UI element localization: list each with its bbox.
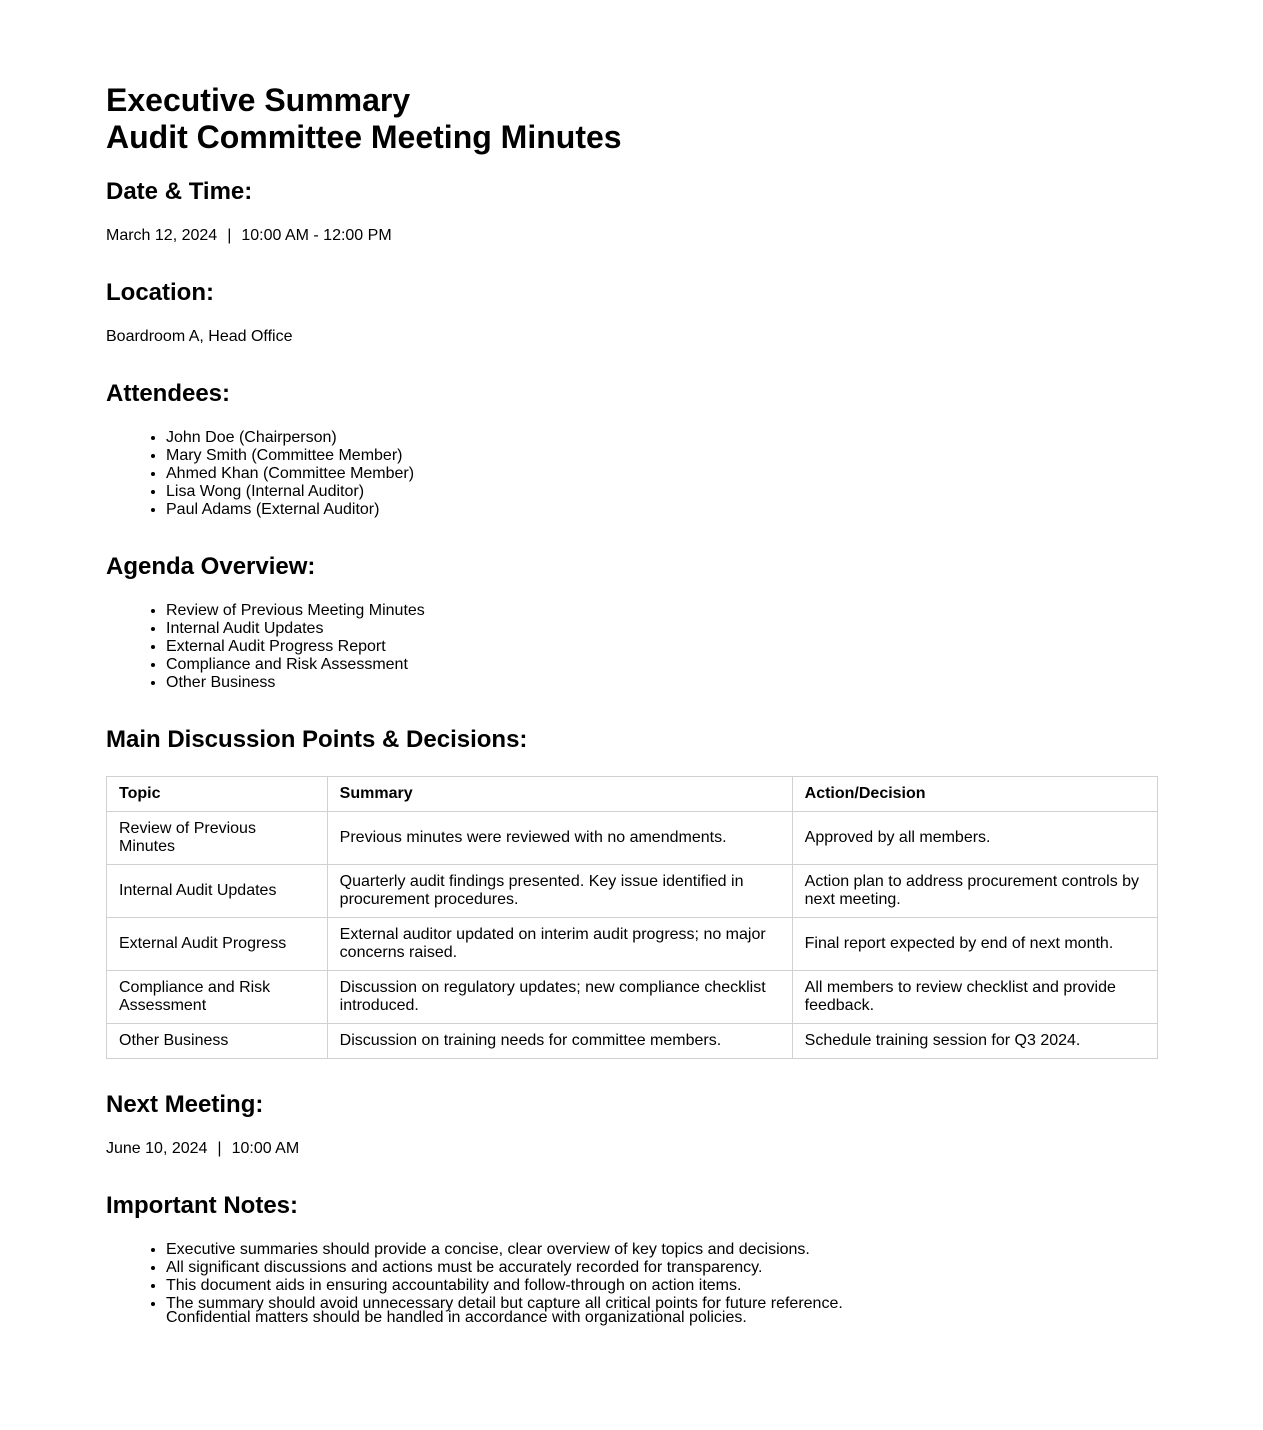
list-item: • Lisa Wong (Internal Auditor) [166,483,1158,501]
discussion-heading: Main Discussion Points & Decisions: [106,726,528,753]
list-item: • Review of Previous Meeting Minutes [166,602,1158,620]
list-item: • Other Business [166,674,1158,692]
list-item: • All significant discussions and actions must be accurately recorded for transparency. [166,1259,1158,1277]
list-item: • The summary should avoid unnecessary detail but capture all critical points for future reference. [166,1295,1158,1313]
cell-summary: Quarterly audit findings presented. Key issue identified in procurement procedures. [327,865,792,918]
next-meeting-date: June 10, 2024 [106,1140,208,1157]
notes-clipped-item [106,1309,1158,1326]
list-item: • John Doe (Chairperson) [166,429,1158,447]
list-item: • Mary Smith (Committee Member) [166,447,1158,465]
cell-summary: Discussion on training needs for committee members. [327,1024,792,1059]
list-item-clipped: Confidential matters should be handled in accordance with organizational policies. [166,1309,747,1326]
cell-summary: External auditor updated on interim audit progress; no major concerns raised. [327,918,792,971]
list-item: • Internal Audit Updates [166,620,1158,638]
title-line-2: Audit Committee Meeting Minutes [106,119,622,155]
table-row [107,865,1158,918]
list-item: • Ahmed Khan (Committee Member) [166,465,1158,483]
next-meeting-heading: Next Meeting: [106,1091,264,1118]
list-item: • External Audit Progress Report [166,638,1158,656]
cell-topic: External Audit Progress [107,918,328,971]
cell-action: All members to review checklist and provide feedback. [792,971,1157,1024]
list-item: • This document aids in ensuring accountability and follow-through on action items. [166,1277,1158,1295]
notes-list [106,1241,1158,1313]
attendees-list [106,429,1158,519]
date-time-heading: Date & Time: [106,178,253,205]
meeting-time: 10:00 AM - 12:00 PM [241,227,392,244]
list-item: • Executive summaries should provide a concise, clear overview of key topics and decisions. [166,1241,1158,1259]
agenda-heading: Agenda Overview: [106,553,316,580]
cell-summary: Discussion on regulatory updates; new compliance checklist introduced. [327,971,792,1024]
date-time-value [106,227,1158,245]
location-value: Boardroom A, Head Office [106,328,293,345]
column-header-summary: Summary [327,777,792,812]
meeting-date: March 12, 2024 [106,227,218,244]
column-header-topic: Topic [107,777,328,812]
document-title [106,82,1158,156]
cell-topic: Review of Previous Minutes [107,812,328,865]
table-row [107,918,1158,971]
attendees-heading: Attendees: [106,380,231,407]
cell-action: Schedule training session for Q3 2024. [792,1024,1157,1059]
notes-heading: Important Notes: [106,1192,298,1219]
location-heading: Location: [106,279,214,306]
list-item: • Paul Adams (External Auditor) [166,501,1158,519]
list-item: • Compliance and Risk Assessment [166,656,1158,674]
table-row [107,1024,1158,1059]
column-header-action: Action/Decision [792,777,1157,812]
cell-action: Final report expected by end of next month. [792,918,1157,971]
agenda-list [106,602,1158,692]
cell-topic: Internal Audit Updates [107,865,328,918]
document-page [106,82,1158,1326]
discussion-table [106,776,1158,1059]
date-time-separator: | [227,227,232,244]
cell-action: Action plan to address procurement controls by next meeting. [792,865,1157,918]
cell-action: Approved by all members. [792,812,1157,865]
table-header-row [107,777,1158,812]
cell-topic: Compliance and Risk Assessment [107,971,328,1024]
cell-topic: Other Business [107,1024,328,1059]
table-row [107,971,1158,1024]
title-line-1: Executive Summary [106,82,411,118]
next-meeting-time: 10:00 AM [231,1140,300,1157]
next-meeting-separator: | [217,1140,222,1157]
table-row [107,812,1158,865]
next-meeting-value [106,1140,1158,1158]
cell-summary: Previous minutes were reviewed with no amendments. [327,812,792,865]
